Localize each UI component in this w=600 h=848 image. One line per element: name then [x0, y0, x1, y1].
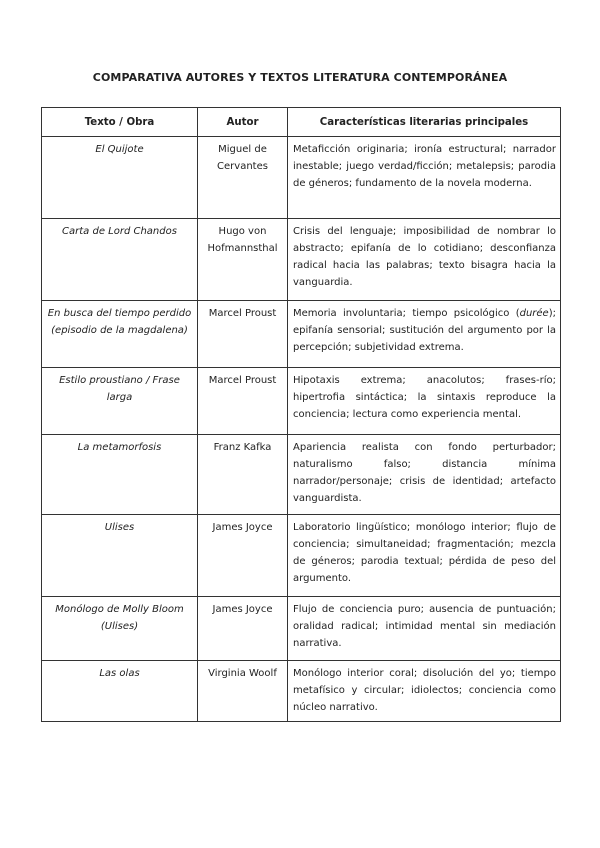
table-row [42, 137, 561, 219]
cell-caracteristicas: Metaficción originaria; ironía estructural; narrador inestable; juego verdad/ficción; metalepsis; parodia de géneros; fundamento de la novela moderna. [288, 137, 561, 219]
table-row [42, 368, 561, 435]
cell-obra: En busca del tiempo perdido (episodio de la magdalena) [42, 301, 198, 368]
cell-autor: Virginia Woolf [198, 661, 288, 722]
table-row [42, 515, 561, 597]
table-row [42, 219, 561, 301]
cell-caracteristicas: Laboratorio lingüístico; monólogo interior; flujo de conciencia; simultaneidad; fragmentación; mezcla de géneros; parodia textual; pérdida de peso del argumento. [288, 515, 561, 597]
cell-autor: Marcel Proust [198, 301, 288, 368]
header-autor: Autor [198, 108, 288, 137]
cell-caracteristicas: Crisis del lenguaje; imposibilidad de nombrar lo abstracto; epifanía de lo cotidiano; desconfianza radical hacia las palabras; texto bisagra hacia la vanguardia. [288, 219, 561, 301]
cell-autor: James Joyce [198, 515, 288, 597]
cell-caracteristicas: Flujo de conciencia puro; ausencia de puntuación; oralidad radical; intimidad mental sin mediación narrativa. [288, 597, 561, 661]
table-header-row [42, 108, 561, 137]
cell-obra: La metamorfosis [42, 435, 198, 515]
comparison-table [41, 107, 561, 722]
table-row [42, 661, 561, 722]
table-row [42, 597, 561, 661]
cell-autor: Marcel Proust [198, 368, 288, 435]
cell-obra: Estilo proustiano / Frase larga [42, 368, 198, 435]
cell-obra: Las olas [42, 661, 198, 722]
cell-autor: James Joyce [198, 597, 288, 661]
document-title: COMPARATIVA AUTORES Y TEXTOS LITERATURA CONTEMPORÁNEA [92, 71, 508, 84]
header-obra: Texto / Obra [42, 108, 198, 137]
table-row [42, 435, 561, 515]
cell-obra: El Quijote [42, 137, 198, 219]
text-fragment: Memoria involuntaria; tiempo psicológico ( [293, 308, 520, 319]
cell-caracteristicas: Monólogo interior coral; disolución del yo; tiempo metafísico y circular; idiolectos; conciencia como núcleo narrativo. [288, 661, 561, 722]
cell-caracteristicas: Hipotaxis extrema; anacolutos; frases-río; hipertrofia sintáctica; la sintaxis reproduce la conciencia; lectura como experiencia mental. [288, 368, 561, 435]
cell-caracteristicas [288, 301, 561, 368]
cell-autor: Franz Kafka [198, 435, 288, 515]
text-fragment: ); epifanía sensorial; sustitución del argumento por la percepción; subjetividad extrema. [293, 308, 556, 353]
cell-autor: Miguel de Cervantes [198, 137, 288, 219]
cell-caracteristicas: Apariencia realista con fondo perturbador; naturalismo falso; distancia mínima narrador/personaje; crisis de identidad; artefacto vanguardista. [288, 435, 561, 515]
cell-obra: Carta de Lord Chandos [42, 219, 198, 301]
cell-autor: Hugo von Hofmannsthal [198, 219, 288, 301]
table-row [42, 301, 561, 368]
cell-obra: Monólogo de Molly Bloom (Ulises) [42, 597, 198, 661]
emphasis-duree: durée [519, 308, 549, 319]
cell-obra: Ulises [42, 515, 198, 597]
header-caracteristicas: Características literarias principales [288, 108, 561, 137]
